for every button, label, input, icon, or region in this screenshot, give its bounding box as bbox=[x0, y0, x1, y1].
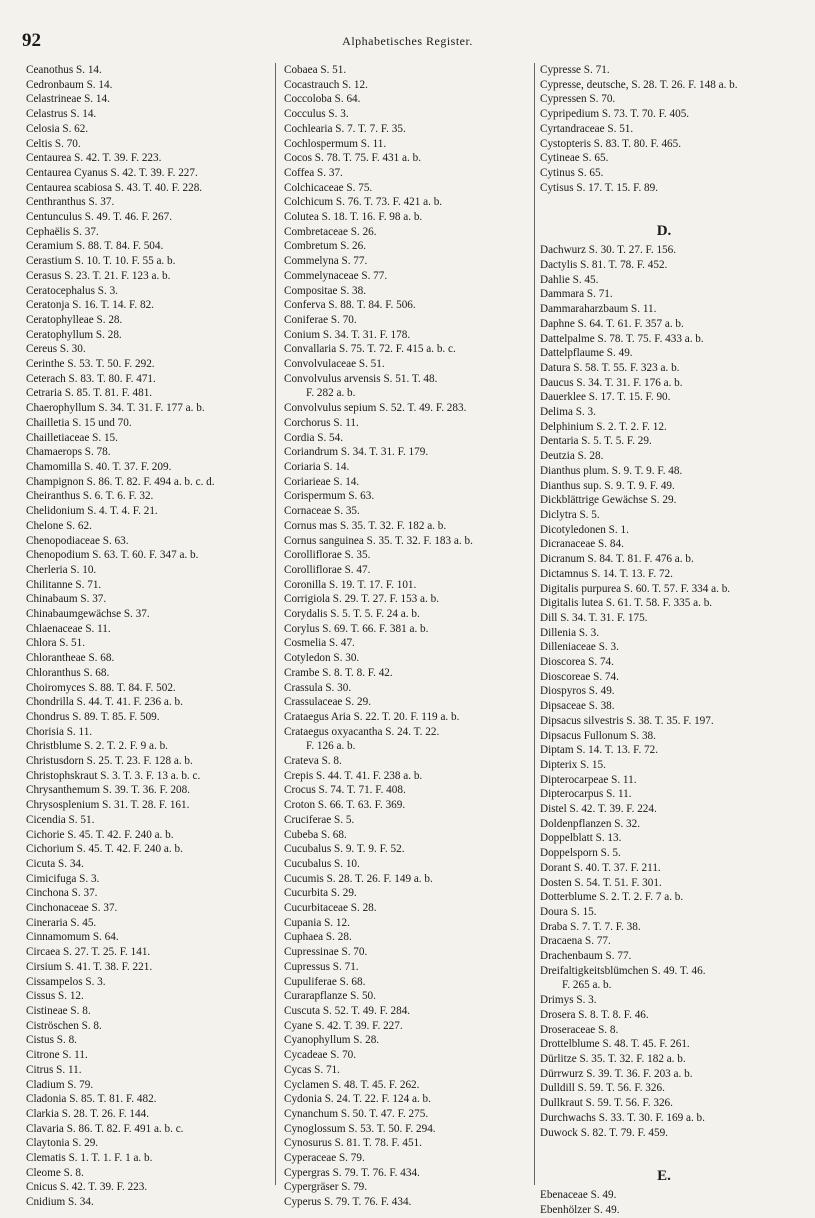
index-entry: Combretum S. 26. bbox=[284, 240, 367, 253]
index-entry: Cupania S. 12. bbox=[284, 916, 350, 929]
index-entry: Dactylis S. 81. T. 78. F. 452. bbox=[540, 259, 668, 272]
index-entry: Cynosurus S. 81. T. 78. F. 451. bbox=[284, 1137, 422, 1150]
index-entry: Cheiranthus S. 6. T. 6. F. 32. bbox=[26, 490, 154, 503]
index-columns bbox=[22, 63, 793, 1216]
index-entry: Dipterocarpeae S. 11. bbox=[540, 773, 637, 786]
index-column-3 bbox=[540, 63, 808, 1216]
index-entry: Cinchona S. 37. bbox=[26, 887, 98, 900]
index-entry: Cornus mas S. 35. T. 32. F. 182 a. b. bbox=[284, 519, 447, 532]
index-entry: Chailletia S. 15 und 70. bbox=[26, 416, 132, 429]
index-entry: Drimys S. 3. bbox=[540, 994, 597, 1007]
index-entry: Claytonia S. 29. bbox=[26, 1137, 99, 1150]
index-entry: Chlorantheae S. 68. bbox=[26, 652, 115, 665]
index-entry: Citrus S. 11. bbox=[26, 1063, 82, 1076]
index-entry: Coffea S. 37. bbox=[284, 166, 343, 179]
index-entry: Cydonia S. 24. T. 22. F. 124 a. b. bbox=[284, 1093, 431, 1106]
index-entry: Delphinium S. 2. T. 2. F. 12. bbox=[540, 420, 667, 433]
index-entry: Droseraceae S. 8. bbox=[540, 1023, 619, 1036]
page-number: 92 bbox=[22, 30, 41, 51]
index-entry: Chamaerops S. 78. bbox=[26, 446, 111, 459]
index-entry: Centaurea Cyanus S. 42. T. 39. F. 227. bbox=[26, 166, 198, 179]
index-entry: Cucurbitaceae S. 28. bbox=[284, 902, 377, 915]
index-entry: Citrone S. 11. bbox=[26, 1049, 88, 1062]
index-entry: Corolliflorae S. 35. bbox=[284, 549, 371, 562]
index-entry: Chlora S. 51. bbox=[26, 637, 86, 650]
index-entry: Cypressen S. 70. bbox=[540, 93, 616, 106]
index-entry: Crepis S. 44. T. 41. F. 238 a. b. bbox=[284, 769, 423, 782]
index-entry: Cerastium S. 10. T. 10. F. 55 a. b. bbox=[26, 255, 176, 268]
index-entry: Cistus S. 8. bbox=[26, 1034, 77, 1047]
index-entry: Cocculus S. 3. bbox=[284, 108, 349, 121]
index-entry: Dachwurz S. 30. T. 27. F. 156. bbox=[540, 244, 677, 257]
index-entry: Commelynaceae S. 77. bbox=[284, 269, 388, 282]
index-entry: Dammaraharzbaum S. 11. bbox=[540, 303, 657, 316]
index-entry: Cycas S. 71. bbox=[284, 1063, 340, 1076]
index-entry: Colchicum S. 76. T. 73. F. 421 a. b. bbox=[284, 196, 443, 209]
index-entry: Cytisus S. 17. T. 15. F. 89. bbox=[540, 181, 659, 194]
index-entry: Chrysosplenium S. 31. T. 28. F. 161. bbox=[26, 799, 190, 812]
index-entry: Dickblättrige Gewächse S. 29. bbox=[540, 494, 677, 507]
index-entry: Dipsacus silvestris S. 38. T. 35. F. 197. bbox=[540, 714, 714, 727]
index-entry: Colchicaceae S. 75. bbox=[284, 181, 373, 194]
index-entry: Crataegus oxyacantha S. 24. T. 22. bbox=[284, 725, 440, 738]
index-entry: Chenopodium S. 63. T. 60. F. 347 a. b. bbox=[26, 549, 199, 562]
index-entry: Dillenia S. 3. bbox=[540, 626, 600, 639]
index-entry: Cypergräser S. 79. bbox=[284, 1181, 368, 1194]
index-entry: Centaurea S. 42. T. 39. F. 223. bbox=[26, 152, 162, 165]
index-entry: Dammara S. 71. bbox=[540, 288, 613, 301]
index-entry: Cucurbita S. 29. bbox=[284, 887, 357, 900]
index-entry: Compositae S. 38. bbox=[284, 284, 367, 297]
index-entry: Cuscuta S. 52. T. 49. F. 284. bbox=[284, 1005, 411, 1017]
index-entry: Dulldill S. 59. T. 56. F. 326. bbox=[540, 1082, 665, 1095]
index-entry: Ebenaceae S. 49. bbox=[540, 1189, 617, 1202]
index-entry: Cirsium S. 41. T. 38. F. 221. bbox=[26, 960, 153, 973]
index-entry: Crassula S. 30. bbox=[284, 681, 352, 694]
index-entry: Cystopteris S. 83. T. 80. F. 465. bbox=[540, 137, 682, 150]
index-entry: Dürlitze S. 35. T. 32. F. 182 a. b. bbox=[540, 1053, 686, 1065]
index-entry: Daphne S. 64. T. 61. F. 357 a. b. bbox=[540, 317, 684, 330]
index-entry: Crassulaceae S. 29. bbox=[284, 696, 371, 709]
index-entry: Cypergras S. 79. T. 76. F. 434. bbox=[284, 1166, 420, 1179]
index-entry: Cocos S. 78. T. 75. F. 431 a. b. bbox=[284, 152, 421, 165]
index-entry: Conferva S. 88. T. 84. F. 506. bbox=[284, 299, 416, 312]
index-entry: Cupressinae S. 70. bbox=[284, 946, 368, 959]
index-entry: Drosera S. 8. T. 8. F. 46. bbox=[540, 1008, 649, 1021]
index-entry: F. 282 a. b. bbox=[306, 387, 356, 400]
index-entry: Cruciferae S. 5. bbox=[284, 813, 355, 826]
index-entry: Cucubalus S. 9. T. 9. F. 52. bbox=[284, 843, 405, 856]
index-entry: Dahlie S. 45. bbox=[540, 273, 599, 286]
index-entry: Datura S. 58. T. 55. F. 323 a. b. bbox=[540, 361, 680, 374]
index-entry: Cyanophyllum S. 28. bbox=[284, 1034, 380, 1047]
index-entry: Clarkia S. 28. T. 26. F. 144. bbox=[26, 1107, 149, 1120]
index-entry: F. 126 a. b. bbox=[306, 740, 356, 753]
index-entry: Dianthus sup. S. 9. T. 9. F. 49. bbox=[540, 479, 675, 492]
index-entry: Clematis S. 1. T. 1. F. 1 a. b. bbox=[26, 1152, 153, 1165]
index-entry: Centunculus S. 49. T. 46. F. 267. bbox=[26, 211, 172, 224]
index-entry: Chinabaumgewächse S. 37. bbox=[26, 608, 150, 621]
index-entry: Cochlospermum S. 11. bbox=[284, 137, 387, 150]
index-entry: Cobaea S. 51. bbox=[284, 64, 347, 76]
index-entry: Combretaceae S. 26. bbox=[284, 225, 377, 238]
index-entry: Diptam S. 14. T. 13. F. 72. bbox=[540, 744, 659, 757]
index-entry: Draba S. 7. T. 7. F. 38. bbox=[540, 920, 641, 933]
index-entry: Coriaria S. 14. bbox=[284, 460, 350, 473]
index-entry: Cypripedium S. 73. T. 70. F. 405. bbox=[540, 108, 690, 121]
index-entry: Cornaceae S. 35. bbox=[284, 505, 360, 518]
index-entry: Dracaena S. 77. bbox=[540, 935, 611, 948]
index-entry: Circaea S. 27. T. 25. F. 141. bbox=[26, 946, 151, 959]
section-gap bbox=[540, 195, 808, 219]
index-entry: Cubeba S. 68. bbox=[284, 828, 347, 841]
index-entry: Christusdorn S. 25. T. 23. F. 128 a. b. bbox=[26, 755, 193, 768]
index-entry: Cnicus S. 42. T. 39. F. 223. bbox=[26, 1181, 148, 1194]
index-entry: Cnidium S. 34. bbox=[26, 1196, 94, 1209]
index-entry: Cuphaea S. 28. bbox=[284, 931, 352, 944]
index-entry: Chinabaum S. 37. bbox=[26, 593, 107, 606]
index-entry: Doppelblatt S. 13. bbox=[540, 832, 622, 845]
index-entry: Chenopodiaceae S. 63. bbox=[26, 534, 129, 547]
index-entry: Chilitanne S. 71. bbox=[26, 578, 102, 591]
index-entry: Corydalis S. 5. T. 5. F. 24 a. b. bbox=[284, 608, 420, 621]
index-entry: Corylus S. 69. T. 66. F. 381 a. b. bbox=[284, 622, 429, 635]
index-entry: Doldenpflanzen S. 32. bbox=[540, 817, 641, 830]
index-entry: Chaerophyllum S. 34. T. 31. F. 177 a. b. bbox=[26, 402, 205, 415]
index-entry: Delima S. 3. bbox=[540, 406, 596, 419]
index-entry: Dattelpflaume S. 49. bbox=[540, 347, 633, 360]
index-entry: Diclytra S. 5. bbox=[540, 508, 600, 521]
index-entry: Dioscoreae S. 74. bbox=[540, 670, 619, 683]
index-entry: Ebenhölzer S. 49. bbox=[540, 1203, 620, 1216]
index-entry: Cissus S. 12. bbox=[26, 990, 84, 1003]
index-entry: Crocus S. 74. T. 71. F. 408. bbox=[284, 784, 406, 797]
index-entry: Dattelpalme S. 78. T. 75. F. 433 a. b. bbox=[540, 332, 704, 345]
index-entry: Croton S. 66. T. 63. F. 369. bbox=[284, 799, 406, 812]
index-entry: Ceratophyllum S. 28. bbox=[26, 328, 122, 341]
section-c-entries bbox=[540, 63, 808, 195]
index-entry: Commelyna S. 77. bbox=[284, 255, 368, 268]
index-entry: Cherleria S. 10. bbox=[26, 563, 97, 576]
index-entry: Digitalis lutea S. 61. T. 58. F. 335 a. b. bbox=[540, 597, 713, 610]
index-entry: Cinchonaceae S. 37. bbox=[26, 902, 118, 915]
section-gap bbox=[540, 1140, 808, 1164]
index-entry: Corchorus S. 11. bbox=[284, 416, 359, 429]
index-entry: Cyane S. 42. T. 39. F. 227. bbox=[284, 1019, 403, 1032]
index-entry: Ceratocephalus S. 3. bbox=[26, 284, 118, 297]
index-entry: Deutzia S. 28. bbox=[540, 450, 604, 463]
index-entry: Ceratophylleae S. 28. bbox=[26, 313, 123, 326]
index-entry: Cucumis S. 28. T. 26. F. 149 a. b. bbox=[284, 872, 433, 885]
index-entry: Coniferae S. 70. bbox=[284, 313, 357, 326]
index-entry: Cistineae S. 8. bbox=[26, 1005, 91, 1017]
index-entry: Cicuta S. 34. bbox=[26, 857, 84, 870]
index-entry: Dicranaceae S. 84. bbox=[540, 538, 624, 551]
index-entry: Cladium S. 79. bbox=[26, 1078, 94, 1091]
index-entry: Cyrtandraceae S. 51. bbox=[540, 122, 634, 135]
index-entry: Coronilla S. 19. T. 17. F. 101. bbox=[284, 578, 417, 591]
index-column-1 bbox=[26, 63, 281, 1209]
index-entry: Cerasus S. 23. T. 21. F. 123 a. b. bbox=[26, 269, 171, 282]
index-entry: Cleome S. 8. bbox=[26, 1166, 84, 1179]
index-entry: Cissampelos S. 3. bbox=[26, 975, 106, 988]
index-entry: Champignon S. 86. T. 82. F. 494 a. b. c. d. bbox=[26, 475, 215, 488]
index-entry: Ceramium S. 88. T. 84. F. 504. bbox=[26, 240, 164, 253]
index-entry: Cocastrauch S. 12. bbox=[284, 78, 368, 91]
index-entry: Christophskraut S. 3. T. 3. F. 13 a. b. c. bbox=[26, 769, 201, 782]
index-entry: Chailletiaceae S. 15. bbox=[26, 431, 118, 444]
index-entry: Durchwachs S. 33. T. 30. F. 169 a. b. bbox=[540, 1111, 705, 1124]
index-entry: Cycadeae S. 70. bbox=[284, 1049, 357, 1062]
index-entry: Dauerklee S. 17. T. 15. F. 90. bbox=[540, 391, 671, 404]
index-entry: Celosia S. 62. bbox=[26, 122, 89, 135]
section-d-entries bbox=[540, 243, 808, 1140]
index-entry: Dill S. 34. T. 31. F. 175. bbox=[540, 611, 648, 624]
index-entry: Duwock S. 82. T. 79. F. 459. bbox=[540, 1126, 668, 1139]
index-entry: Curarapflanze S. 50. bbox=[284, 990, 376, 1003]
index-entry: Cladonia S. 85. T. 81. F. 482. bbox=[26, 1093, 157, 1106]
index-entry: Convolvulus sepium S. 52. T. 49. F. 283. bbox=[284, 402, 467, 415]
index-entry: Chrysanthemum S. 39. T. 36. F. 208. bbox=[26, 784, 191, 797]
index-entry: Chondrilla S. 44. T. 41. F. 236 a. b. bbox=[26, 696, 183, 709]
index-entry: Chlaenaceae S. 11. bbox=[26, 622, 111, 635]
index-entry: Cornus sanguinea S. 35. T. 32. F. 183 a. b. bbox=[284, 534, 473, 547]
index-entry: Dicotyledonen S. 1. bbox=[540, 523, 629, 536]
index-entry: Dotterblume S. 2. T. 2. F. 7 a. b. bbox=[540, 891, 684, 904]
index-entry: Convolvulaceae S. 51. bbox=[284, 358, 385, 371]
index-entry: Cinnamomum S. 64. bbox=[26, 931, 119, 944]
index-entry: Ciströschen S. 8. bbox=[26, 1019, 102, 1032]
index-entry: F. 265 a. b. bbox=[562, 979, 612, 992]
index-entry: Coriandrum S. 34. T. 31. F. 179. bbox=[284, 446, 429, 459]
index-entry: Chelidonium S. 4. T. 4. F. 21. bbox=[26, 505, 158, 518]
index-entry: Coccoloba S. 64. bbox=[284, 93, 361, 106]
index-entry: Cephaëlis S. 37. bbox=[26, 225, 99, 238]
index-entry: Cicendia S. 51. bbox=[26, 813, 95, 826]
index-entry: Cosmelia S. 47. bbox=[284, 637, 355, 650]
index-entry: Cyclamen S. 48. T. 45. F. 262. bbox=[284, 1078, 420, 1091]
index-entry: Dipsacus Fullonum S. 38. bbox=[540, 729, 656, 742]
running-title: Alphabetisches Register. bbox=[342, 34, 473, 48]
index-entry: Cucubalus S. 10. bbox=[284, 857, 360, 870]
index-entry: Cotyledon S. 30. bbox=[284, 652, 360, 665]
index-entry: Dipsaceae S. 38. bbox=[540, 700, 615, 713]
index-entry: Dictamnus S. 14. T. 13. F. 72. bbox=[540, 567, 673, 580]
index-entry: Centhranthus S. 37. bbox=[26, 196, 115, 209]
index-entry: Crateva S. 8. bbox=[284, 755, 342, 768]
index-entry: Clavaria S. 86. T. 82. F. 491 a. b. c. bbox=[26, 1122, 184, 1135]
index-entry: Diospyros S. 49. bbox=[540, 685, 615, 698]
section-letter-e: E. bbox=[657, 1168, 671, 1185]
index-entry: Chelone S. 62. bbox=[26, 519, 92, 532]
page-header bbox=[22, 28, 793, 58]
index-entry: Doppelsporn S. 5. bbox=[540, 847, 621, 860]
section-e-entries bbox=[540, 1188, 808, 1217]
index-entry: Cypresse S. 71. bbox=[540, 64, 610, 76]
index-entry: Dullkraut S. 59. T. 56. F. 326. bbox=[540, 1097, 673, 1110]
index-entry: Digitalis purpurea S. 60. T. 57. F. 334 a. b. bbox=[540, 582, 731, 595]
index-entry: Ceratonja S. 16. T. 14. F. 82. bbox=[26, 299, 154, 312]
index-entry: Chamomilla S. 40. T. 37. F. 209. bbox=[26, 460, 172, 473]
index-entry: Dürrwurz S. 39. T. 36. F. 203 a. b. bbox=[540, 1067, 693, 1080]
index-entry: Dicranum S. 84. T. 81. F. 476 a. b. bbox=[540, 553, 694, 566]
index-entry: Dipterocarpus S. 11. bbox=[540, 788, 632, 801]
index-entry: Cichorium S. 45. T. 42. F. 240 a. b. bbox=[26, 843, 183, 856]
index-entry: Cytinus S. 65. bbox=[540, 166, 604, 179]
index-entry: Cereus S. 30. bbox=[26, 343, 86, 356]
index-entry: Cyperaceae S. 79. bbox=[284, 1152, 365, 1165]
index-entry: Drachenbaum S. 77. bbox=[540, 950, 632, 963]
index-entry: Dianthus plum. S. 9. T. 9. F. 48. bbox=[540, 464, 683, 477]
index-entry: Cineraria S. 45. bbox=[26, 916, 97, 929]
index-entry: Convallaria S. 75. T. 72. F. 415 a. b. c. bbox=[284, 343, 456, 356]
index-entry: Dipterix S. 15. bbox=[540, 758, 606, 771]
index-entry: Christblume S. 2. T. 2. F. 9 a. b. bbox=[26, 740, 168, 753]
index-entry: Celtis S. 70. bbox=[26, 137, 81, 150]
index-entry: Cimicifuga S. 3. bbox=[26, 872, 100, 885]
index-entry: Cetraria S. 85. T. 81. F. 481. bbox=[26, 387, 153, 400]
index-entry: Coriarieae S. 14. bbox=[284, 475, 360, 488]
index-entry: Centaurea scabiosa S. 43. T. 40. F. 228. bbox=[26, 181, 203, 194]
index-entry: Crambe S. 8. T. 8. F. 42. bbox=[284, 666, 393, 679]
index-entry: Dilleniaceae S. 3. bbox=[540, 641, 619, 654]
index-column-2 bbox=[284, 63, 552, 1209]
index-entry: Drottelblume S. 48. T. 45. F. 261. bbox=[540, 1038, 690, 1051]
index-entry: Cerinthe S. 53. T. 50. F. 292. bbox=[26, 358, 155, 371]
index-entry: Corolliflorae S. 47. bbox=[284, 563, 371, 576]
index-entry: Choiromyces S. 88. T. 84. F. 502. bbox=[26, 681, 176, 694]
index-entry: Cypresse, deutsche, S. 28. T. 26. F. 148 a. b. bbox=[540, 78, 738, 91]
index-entry: Cichorie S. 45. T. 42. F. 240 a. b. bbox=[26, 828, 174, 841]
index-entry: Corispermum S. 63. bbox=[284, 490, 375, 503]
index-entry: Ceanothus S. 14. bbox=[26, 64, 102, 76]
index-entry: Dosten S. 54. T. 51. F. 301. bbox=[540, 876, 662, 889]
index-entry: Distel S. 42. T. 39. F. 224. bbox=[540, 803, 657, 816]
index-entry: Colutea S. 18. T. 16. F. 98 a. b. bbox=[284, 211, 423, 224]
section-letter-d: D. bbox=[656, 223, 672, 240]
index-entry: Cytineae S. 65. bbox=[540, 152, 609, 165]
index-entry: Convolvulus arvensis S. 51. T. 48. bbox=[284, 372, 438, 385]
index-entry: Celastrineae S. 14. bbox=[26, 93, 110, 106]
index-entry: Chloranthus S. 68. bbox=[26, 666, 110, 679]
index-entry: Doura S. 15. bbox=[540, 905, 597, 918]
index-entry: Dioscorea S. 74. bbox=[540, 656, 614, 669]
index-entry: Celastrus S. 14. bbox=[26, 108, 97, 121]
index-entry: Cochlearia S. 7. T. 7. F. 35. bbox=[284, 122, 406, 135]
index-entry: Cupuliferae S. 68. bbox=[284, 975, 366, 988]
index-entry: Crataegus Aria S. 22. T. 20. F. 119 a. b. bbox=[284, 710, 460, 723]
index-entry: Daucus S. 34. T. 31. F. 176 a. b. bbox=[540, 376, 683, 389]
index-entry: Conium S. 34. T. 31. F. 178. bbox=[284, 328, 411, 341]
index-entry: Chorisia S. 11. bbox=[26, 725, 93, 738]
index-entry: Corrigiola S. 29. T. 27. F. 153 a. b. bbox=[284, 593, 440, 606]
index-entry: Cynanchum S. 50. T. 47. F. 275. bbox=[284, 1107, 429, 1120]
index-entry: Dreifaltigkeitsblümchen S. 49. T. 46. bbox=[540, 964, 706, 977]
index-entry: Cupressus S. 71. bbox=[284, 960, 359, 973]
index-entry: Ceterach S. 83. T. 80. F. 471. bbox=[26, 372, 156, 385]
index-entry: Cyperus S. 79. T. 76. F. 434. bbox=[284, 1196, 412, 1209]
index-entry: Chondrus S. 89. T. 85. F. 509. bbox=[26, 710, 160, 723]
index-entry: Dentaria S. 5. T. 5. F. 29. bbox=[540, 435, 652, 448]
index-entry: Dorant S. 40. T. 37. F. 211. bbox=[540, 861, 661, 874]
index-entry: Cedronbaum S. 14. bbox=[26, 78, 113, 91]
index-entry: Cynoglossum S. 53. T. 50. F. 294. bbox=[284, 1122, 436, 1135]
index-entry: Cordia S. 54. bbox=[284, 431, 344, 444]
